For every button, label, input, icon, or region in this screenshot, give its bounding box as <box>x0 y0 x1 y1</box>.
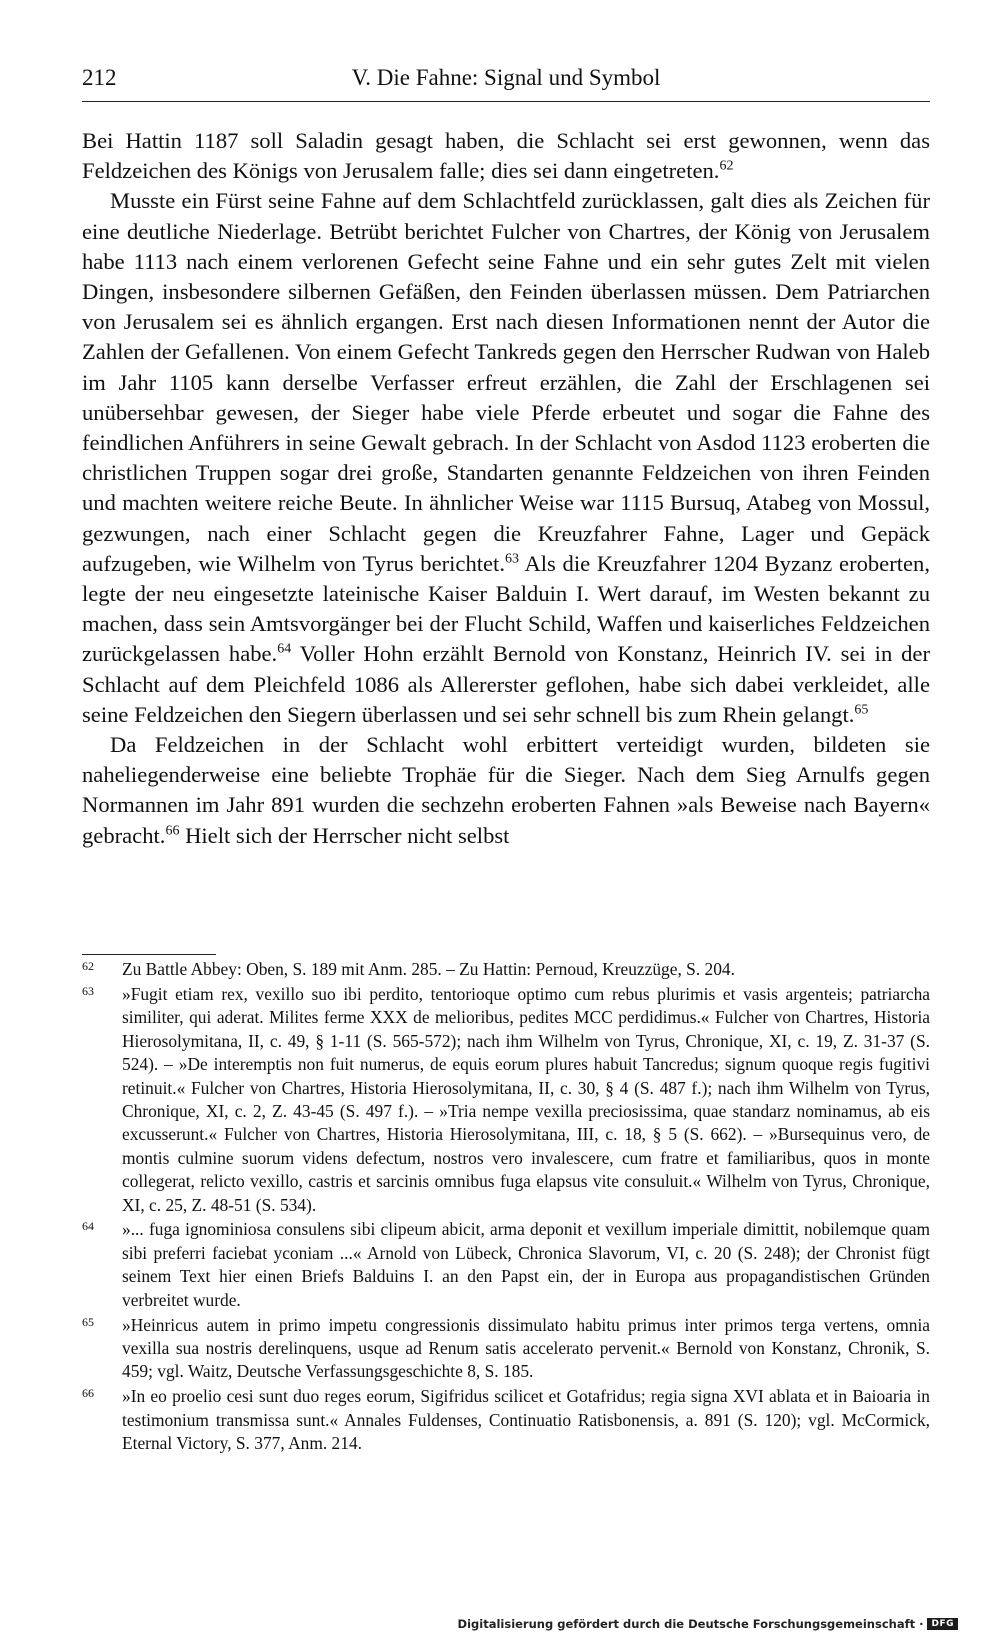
footnote-ref-63[interactable]: 63 <box>504 551 519 567</box>
footnote-number: 66 <box>82 1386 94 1401</box>
footnote-ref-62[interactable]: 62 <box>719 158 734 174</box>
footnote-ref-64[interactable]: 64 <box>277 641 292 657</box>
footnote-64 <box>82 1218 930 1312</box>
footnote-number: 62 <box>82 959 94 973</box>
footnote-text: »In eo proelio cesi sunt duo reges eorum, Sigifridus scilicet et Gotafridus; regia signa XVI ablata et in Baioaria in testimonium transmissa sunt.« Annales Fuldenses, Continuatio Ratisbonensis, a. 891 (S. 120); vgl. McCormick, Eternal Victory, S. 377, Anm. 214. <box>122 1386 930 1454</box>
footnote-66 <box>82 1385 930 1455</box>
header-rule <box>82 101 930 102</box>
main-text <box>82 126 930 851</box>
credit-text: Digitalisierung gefördert durch die Deutsche Forschungsgemeinschaft · <box>457 1617 924 1631</box>
running-title: V. Die Fahne: Signal und Symbol <box>351 65 661 90</box>
dfg-logo: DFG <box>927 1618 958 1630</box>
footnote-63 <box>82 983 930 1217</box>
paragraph-1-text: Bei Hattin 1187 soll Saladin gesagt haben, die Schlacht sei erst gewonnen, wenn das Feldzeichen des Königs von Jerusalem falle; dies sei dann eingetreten. <box>82 128 930 184</box>
paragraph-2 <box>82 186 930 730</box>
paragraph-3-text-a: Da Feldzeichen in der Schlacht wohl erbittert verteidigt wurden, bildeten sie naheliegenderweise eine beliebte Trophäe für die Sieger. Nach dem Sieg Arnulfs gegen Normannen im Jahr 891 wurden die sechzehn eroberten Fahnen »als Beweise nach Bayern« gebracht. <box>82 732 930 848</box>
footnote-ref-65[interactable]: 65 <box>854 702 869 718</box>
footnote-number: 65 <box>82 1314 94 1329</box>
footnote-text: »Fugit etiam rex, vexillo suo ibi perdito, tentorioque optimo cum rebus plurimis et vasis argenteis; patriarcha similiter, qui aderat. Milites ferme XXX de melioribus, pedites MCC perdidimus.« Fulcher von Chartres, Historia Hierosolymitana, II, c. 49, § 1-11 (S. 565-572); nach ihm Wilhelm von Tyrus, Chronique, XI, c. 19, Z. 31-37 (S. 524). – »De interemptis non fuit numerus, de equis eorum plures habuit Tancredus; signum quoque regis fugitivi retinuit.« Fulcher von Chartres, Historia Hierosolymitana, II, c. 30, § 4 (S. 487 f.); nach ihm Wilhelm von Tyrus, Chronique, XI, c. 2, Z. 43-45 (S. 497 f.). – »Tria nempe vexilla preciosissima, quae standarz nominamus, ab eis excusserunt.« Fulcher von Chartres, Historia Hierosolymitana, III, c. 18, § 5 (S. 662). – »Bursequinus vero, de montis culmine suorum videns defectum, nostros vero invalescere, cum fratre et familiaribus, quos in monte collegerat, relicto vexillo, castris et sarcinis omnibus fuga elapsus vite consuluit.« Wilhelm von Tyrus, Chronique, XI, c. 25, Z. 48-51 (S. 534). <box>122 983 930 1215</box>
paragraph-2-text-a: Musste ein Fürst seine Fahne auf dem Schlachtfeld zurücklassen, galt dies als Zeichen für eine deutliche Niederlage. Betrübt berichtet Fulcher von Chartres, der König von Jerusalem habe 1113 nach einem verlorenen Gefecht seine Fahne und ein sehr gutes Zelt mit vielen Dingen, insbesondere silbernen Gefäßen, den Feinden überlassen müssen. Dem Patriarchen von Jerusalem sei es ähnlich ergangen. Erst nach diesen Informationen nennt der Autor die Zahlen der Gefallenen. Von einem Gefecht Tankreds gegen den Herrscher Rudwan von Haleb im Jahr 1105 kann derselbe Verfasser erfreut erzählen, die Zahl der Erschlagenen sei unübersehbar gewesen, der Sieger habe viele Pferde erbeutet und sogar die Fahne des feindlichen Anführers in seine Gewalt gebrach. In der Schlacht von Asdod 1123 eroberten die christlichen Truppen sogar drei große, Standarten genannte Feldzeichen von ihren Feinden und machten weitere reiche Beute. In ähnlicher Weise war 1115 Bursuq, Atabeg von Mossul, gezwungen, nach einer Schlacht gegen die Kreuzfahrer Fahne, Lager und Gepäck aufzugeben, wie Wilhelm von Tyrus berichtet. <box>82 188 930 576</box>
footnote-text: »... fuga ignominiosa consulens sibi clipeum abicit, arma deponit et vexillum imperiale dimittit, nobilemque quam sibi preferri faciebat yconiam ...« Arnold von Lübeck, Chronica Slavorum, VI, c. 20 (S. 248); der Chronist fügt seinem Text hier einen Briefs Balduins I. an den Papst ein, der in Europa aus propagandistischen Gründen verbreitet wurde. <box>122 1219 930 1310</box>
footnote-text: Zu Battle Abbey: Oben, S. 189 mit Anm. 285. – Zu Hattin: Pernoud, Kreuzzüge, S. 204. <box>122 959 735 979</box>
paragraph-3-text-b: Hielt sich der Herrscher nicht selbst <box>179 822 510 848</box>
running-head <box>82 62 930 94</box>
footnote-number: 64 <box>82 1219 94 1234</box>
page-number: 212 <box>82 65 117 90</box>
paragraph-2-text-c: Voller Hohn erzählt Bernold von Konstanz, Heinrich IV. sei in der Schlacht auf dem Pleichfeld 1086 als Allererster geflohen, habe sich dabei verkleidet, alle seine Feldzeichen den Siegern überlassen und sei sehr schnell bis zum Rhein gelangt. <box>82 641 930 727</box>
footnote-text: »Heinricus autem in primo impetu congressionis dissimulato habitu primus inter primos terga vertens, omnia vexilla sua nostris derelinquens, usque ad Renum satis accelerato pervenit.« Bernold von Konstanz, Chronik, S. 459; vgl. Waitz, Deutsche Verfassungsgeschichte 8, S. 185. <box>122 1314 930 1382</box>
digitization-credit <box>458 1617 958 1631</box>
footnote-ref-66[interactable]: 66 <box>165 823 180 839</box>
paragraph-3 <box>82 730 930 851</box>
paragraph-1 <box>82 126 930 186</box>
footnote-rule <box>82 954 216 955</box>
paragraph-2-text-b: Als die Kreuzfahrer 1204 Byzanz eroberten, legte der neu eingesetzte lateinische Kaiser Balduin I. Wert darauf, im Westen bekannt zu machen, dass sein Amtsvorgänger bei der Flucht Schild, Waffen und kaiserliches Feldzeichen zurückgelassen habe. <box>82 550 930 667</box>
footnote-65 <box>82 1314 930 1384</box>
footnote-62 <box>82 958 930 981</box>
footnotes <box>82 958 930 1457</box>
footnote-number: 63 <box>82 983 94 998</box>
